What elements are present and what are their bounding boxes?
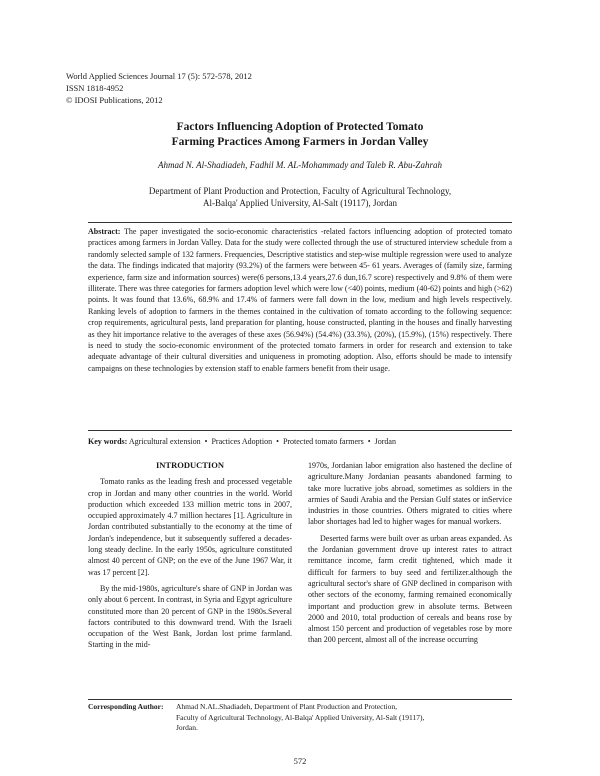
left-column [88,460,292,656]
copyright: © IDOSI Publications, 2012 [66,95,163,105]
body-paragraph: Deserted farms were built over as urban areas expanded. As the Jordanian government drove up interest rates to attract remittance income, farm credit tightened, which made it difficult for farmers to buy seed and fertilizer.although the agricultural sector's share of GNP declined in comparison with other sectors of the economy, farming remained economically important and production grew in absolute terms. Between 2000 and 2010, total production of cereals and beans rose by almost 150 percent and production of vegetables rose by more than 200 percent, almost all of the increase occurring [308,533,512,645]
footnote-rule [88,699,512,700]
corresponding-line: Faculty of Agricultural Technology, Al-Balqa' Applied University, Al-Salt (19117), [176,712,425,722]
keyword-separator: • [367,437,371,446]
abstract-text: The paper investigated the socio-economic characteristics -related factors influencing adoption of protected tomato practices among farmers in Jordan Valley. Data for the study were collected through the use of structured interview schedule from a randomly selected sample of 132 farmers. Frequencies, Descriptive statistics and step-wise multiple regression were used to analyze the data. The findings indicated that majority (93.2%) of the farmers were between 45- 61 years. Averages of (family size, farming experience, farm size and information sources) were(6 persons,13.4 years,27.6 dun,16.7 score) respectively and 9.8% of them were illiterate. There was three categories for farmers adoption level which were low (<40) points, medium (40-62) points and high (>62) points. It was found that 13.6%, 68.9% and 17.4% of farmers were fall down in the low, medium and high levels respectively. Ranking levels of adoption to farmers in the themes contained in the cultivation of tomato according to the following sequence: crop requirements, agricultural pests, land preparation for planting, house constructed, planting in the houses and finally harvesting as they hit importance relative to the averages of these axes (56.94%) (54.4%) (33.3%), (20%), (15.9%), (15%) respectively. There is need to study the socio-economic environment of the protected tomato farmers in order for research and extension to take adequate advantage of their cultural diversities and uniqueness in promoting adoption. Also, efforts should be made to intensify campaigns on these technologies by extension staff to enable farmers benefit from their usage. [88,227,512,373]
affiliation [60,185,540,209]
abstract [88,226,512,374]
title-line-1: Factors Influencing Adoption of Protected Tomato [176,121,424,133]
keyword: Agricultural extension [128,437,201,446]
paper-title [60,120,540,150]
introduction-heading: INTRODUCTION [155,460,224,470]
body-paragraph: 1970s, Jordanian labor emigration also hastened the decline of agriculture.Many Jordanian peasants abandoned farming to take more lucrative jobs abroad, sometimes as soldiers in the armies of Saudi Arabia and the Persian Gulf states or inService industries in those countries. Others migrated to cities where labor shortages had led to higher wages for manual workers. [308,461,512,527]
corresponding-line: Jordan. [176,723,198,732]
body-paragraph: Tomato ranks as the leading fresh and processed vegetable crop in Jordan and many other countries in the world. World production which exceeded 133 million metric tons in 2007, occupied approximately 4.7 million hectares [1]. Agriculture in Jordan contributed substantially to the economy at the time of Jordan's independence, but it subsequently suffered a decades-long steady decline. In the early 1950s, agriculture constituted almost 40 percent of GNP; on the eve of the June 1967 War, it was 17 percent [2]. [88,477,292,577]
affiliation-line-2: Al-Balqa' Applied University, Al-Salt (19117), Jordan [203,198,397,208]
corresponding-author-label: Corresponding Author: [88,702,164,711]
affiliation-line-1: Department of Plant Production and Protection, Faculty of Agricultural Technology, [148,186,452,196]
abstract-bottom-rule [88,430,512,431]
page-number: 572 [293,756,307,766]
title-line-2: Farming Practices Among Farmers in Jordan Valley [171,136,429,148]
issn: ISSN 1818-4952 [66,83,124,93]
abstract-top-rule [88,222,512,223]
abstract-label: Abstract: [88,227,121,236]
author-list: Ahmad N. Al-Shadiadeh, Fadhil M. AL-Mohammady and Taleb R. Abu-Zahrah [158,160,442,170]
corresponding-line: Ahmad N.AL.Shadiadeh, Department of Plant Production and Protection, [176,702,397,711]
journal-citation: World Applied Sciences Journal 17 (5): 572-578, 2012 [66,71,252,81]
keyword: Jordan [374,437,396,446]
corresponding-author-details [176,702,512,734]
journal-header [66,70,252,106]
keyword-separator: • [276,437,279,446]
body-paragraph: By the mid-1980s, agriculture's share of GNP in Jordan was only about 6 percent. In contrast, in Syria and Egypt agriculture constituted more than 20 percent of GNP in the 1980s.Several factors contributed to this downward trend. With the Israeli occupation of the West Bank, Jordan lost prime farmland. Starting in the mid- [88,583,292,650]
keyword-separator: • [204,437,208,446]
keywords-label: Key words: [88,437,128,446]
keyword: Protected tomato farmers [282,437,364,446]
right-column [308,460,512,651]
keyword: Practices Adoption [211,437,273,446]
keywords [88,436,512,447]
